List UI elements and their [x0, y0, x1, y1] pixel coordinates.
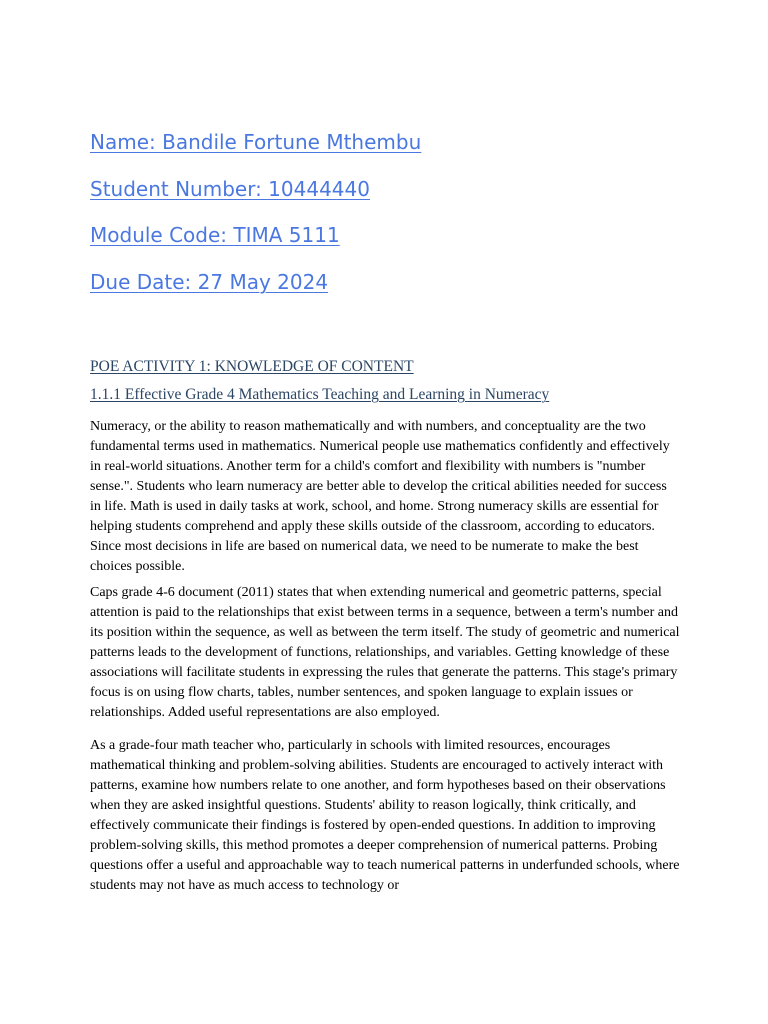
document-body — [90, 356, 680, 896]
paragraph-2: Caps grade 4-6 document (2011) states that when extending numerical and geometric patterns, special attention is paid to the relationships that exist between terms in a sequence, between a term's number and its position within the sequence, as well as between the term itself. The study of geometric and numerical patterns leads to the development of functions, relationships, and variables. Getting knowledge of these associations will facilitate students in expressing the rules that generate the patterns. This stage's primary focus is on using flow charts, tables, number sentences, and spoken language to explain issues or relationships. Added useful representations are also employed. — [90, 585, 680, 720]
due-date: Due Date: 27 May 2024 — [90, 269, 329, 294]
due-date-line — [90, 268, 421, 315]
student-name-line — [90, 128, 421, 175]
module-code-line — [90, 221, 421, 268]
student-name: Name: Bandile Fortune Mthembu — [90, 130, 422, 154]
module-code: Module Code: TIMA 5111 — [90, 223, 340, 247]
student-number-line — [90, 175, 421, 222]
student-info-block — [90, 128, 421, 314]
section-title-text: POE ACTIVITY 1: KNOWLEDGE OF CONTENT — [90, 358, 414, 375]
section-title — [90, 356, 680, 378]
section-subtitle-text: 1.1.1 Effective Grade 4 Mathematics Teaching and Learning in Numeracy — [90, 386, 550, 403]
student-number: Student Number: 10444440 — [90, 176, 370, 201]
paragraph-1: Numeracy, or the ability to reason mathematically and with numbers, and conceptuality are the two fundamental terms used in mathematics. Numerical people use mathematics confidently and effectively in real-world situations. Another term for a child's comfort and flexibility with numbers is "number sense.". Students who learn numeracy are better able to develop the critical abilities needed for success in life. Math is used in daily tasks at work, school, and home. Strong numeracy skills are essential for helping students comprehend and apply these skills outside of the classroom, according to educators. Since most decisions in life are based on numerical data, we need to be numerate to make the best choices possible. — [90, 419, 670, 574]
section-subtitle — [90, 384, 680, 406]
paragraph-3: As a grade-four math teacher who, particularly in schools with limited resources, encourages mathematical thinking and problem-solving abilities. Students are encouraged to actively interact with patterns, examine how numbers relate to one another, and form hypotheses based on their observations when they are asked insightful questions. Students' ability to reason logically, think critically, and effectively communicate their findings is fostered by open-ended questions. In addition to improving problem-solving skills, this method promotes a deeper comprehension of numerical patterns. Probing questions offer a useful and approachable way to teach numerical patterns in underfunded schools, where students may not have as much access to technology or — [90, 738, 680, 893]
